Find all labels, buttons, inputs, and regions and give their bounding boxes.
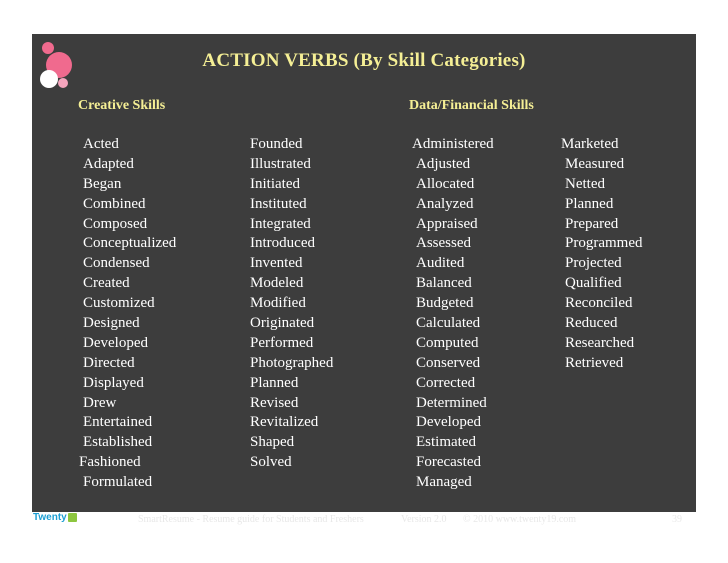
list-item: Appraised [416,215,478,232]
page-number: 39 [672,514,682,525]
list-item: Integrated [250,215,311,232]
list-item: Revised [250,394,299,411]
list-item: Audited [416,255,465,272]
footer-version: Version 2.0 [401,514,447,525]
list-item: Planned [565,195,614,212]
list-item: Founded [250,136,303,152]
list-item: Analyzed [416,195,474,212]
list-item: Reconciled [565,295,633,312]
creative-skills-heading: Creative Skills [78,98,166,113]
list-item: Budgeted [416,295,474,312]
list-item: Began [83,175,122,192]
list-item: Conceptualized [83,235,177,252]
list-item: Performed [250,334,314,351]
list-item: Conserved [416,354,481,371]
list-item: Invented [250,255,303,272]
list-item: Illustrated [250,155,311,172]
creative-column-2 [250,135,333,473]
list-item: Designed [83,315,140,332]
list-item: Shaped [250,434,295,451]
list-item: Established [83,434,153,451]
list-item: Calculated [416,315,481,332]
list-item: Formulated [83,474,153,491]
list-item: Modified [250,295,306,312]
list-item: Marketed [561,136,619,152]
list-item: Netted [565,175,605,192]
footer-copyright: © 2010 www.twenty19.com [463,514,577,525]
list-item: Solved [250,454,292,471]
data-financial-skills-heading: Data/Financial Skills [409,98,534,113]
list-item: Determined [416,394,487,411]
list-item: Directed [83,354,135,371]
list-item: Projected [565,255,622,272]
logo-text: Twenty [33,512,67,523]
list-item: Entertained [83,414,153,431]
list-item: Introduced [250,235,315,252]
list-item: Combined [83,195,146,212]
list-item: Acted [83,136,119,152]
creative-column-1 [79,135,177,493]
list-item: Displayed [83,374,144,391]
decorative-dot [58,78,68,88]
list-item: Reduced [565,315,618,332]
list-item: Drew [83,394,117,411]
list-item: Initiated [250,175,300,192]
list-item: Balanced [416,275,472,292]
list-item: Programmed [565,235,643,252]
list-item: Prepared [565,215,619,232]
list-item: Adapted [83,155,134,172]
list-item: Composed [83,215,148,232]
data-financial-column-2 [561,135,642,374]
footer-guide-text: SmartResume - Resume guide for Students and Freshers [138,514,364,525]
list-item: Originated [250,315,315,332]
list-item: Forecasted [416,454,481,471]
decorative-dot [40,70,58,88]
list-item: Assessed [416,235,471,252]
list-item: Computed [416,334,479,351]
list-item: Fashioned [79,454,141,471]
list-item: Planned [250,374,299,391]
list-item: Qualified [565,275,622,292]
list-item: Customized [83,295,155,312]
list-item: Estimated [416,434,476,451]
list-item: Managed [416,474,472,491]
list-item: Corrected [416,374,476,391]
list-item: Adjusted [416,155,471,172]
twenty19-logo [33,512,81,532]
list-item: Allocated [416,175,475,192]
list-item: Measured [565,155,625,172]
list-item: Condensed [83,255,150,272]
list-item: Revitalized [250,414,319,431]
logo-mark-icon [68,513,77,522]
slide-title: ACTION VERBS (By Skill Categories) [202,50,526,71]
list-item: Researched [565,334,635,351]
list-item: Developed [83,334,148,351]
list-item: Developed [416,414,481,431]
list-item: Instituted [250,195,307,212]
list-item: Photographed [250,354,334,371]
list-item: Administered [412,136,494,152]
list-item: Retrieved [565,354,624,371]
list-item: Created [83,275,130,292]
data-financial-column-1 [412,135,494,493]
list-item: Modeled [250,275,304,292]
